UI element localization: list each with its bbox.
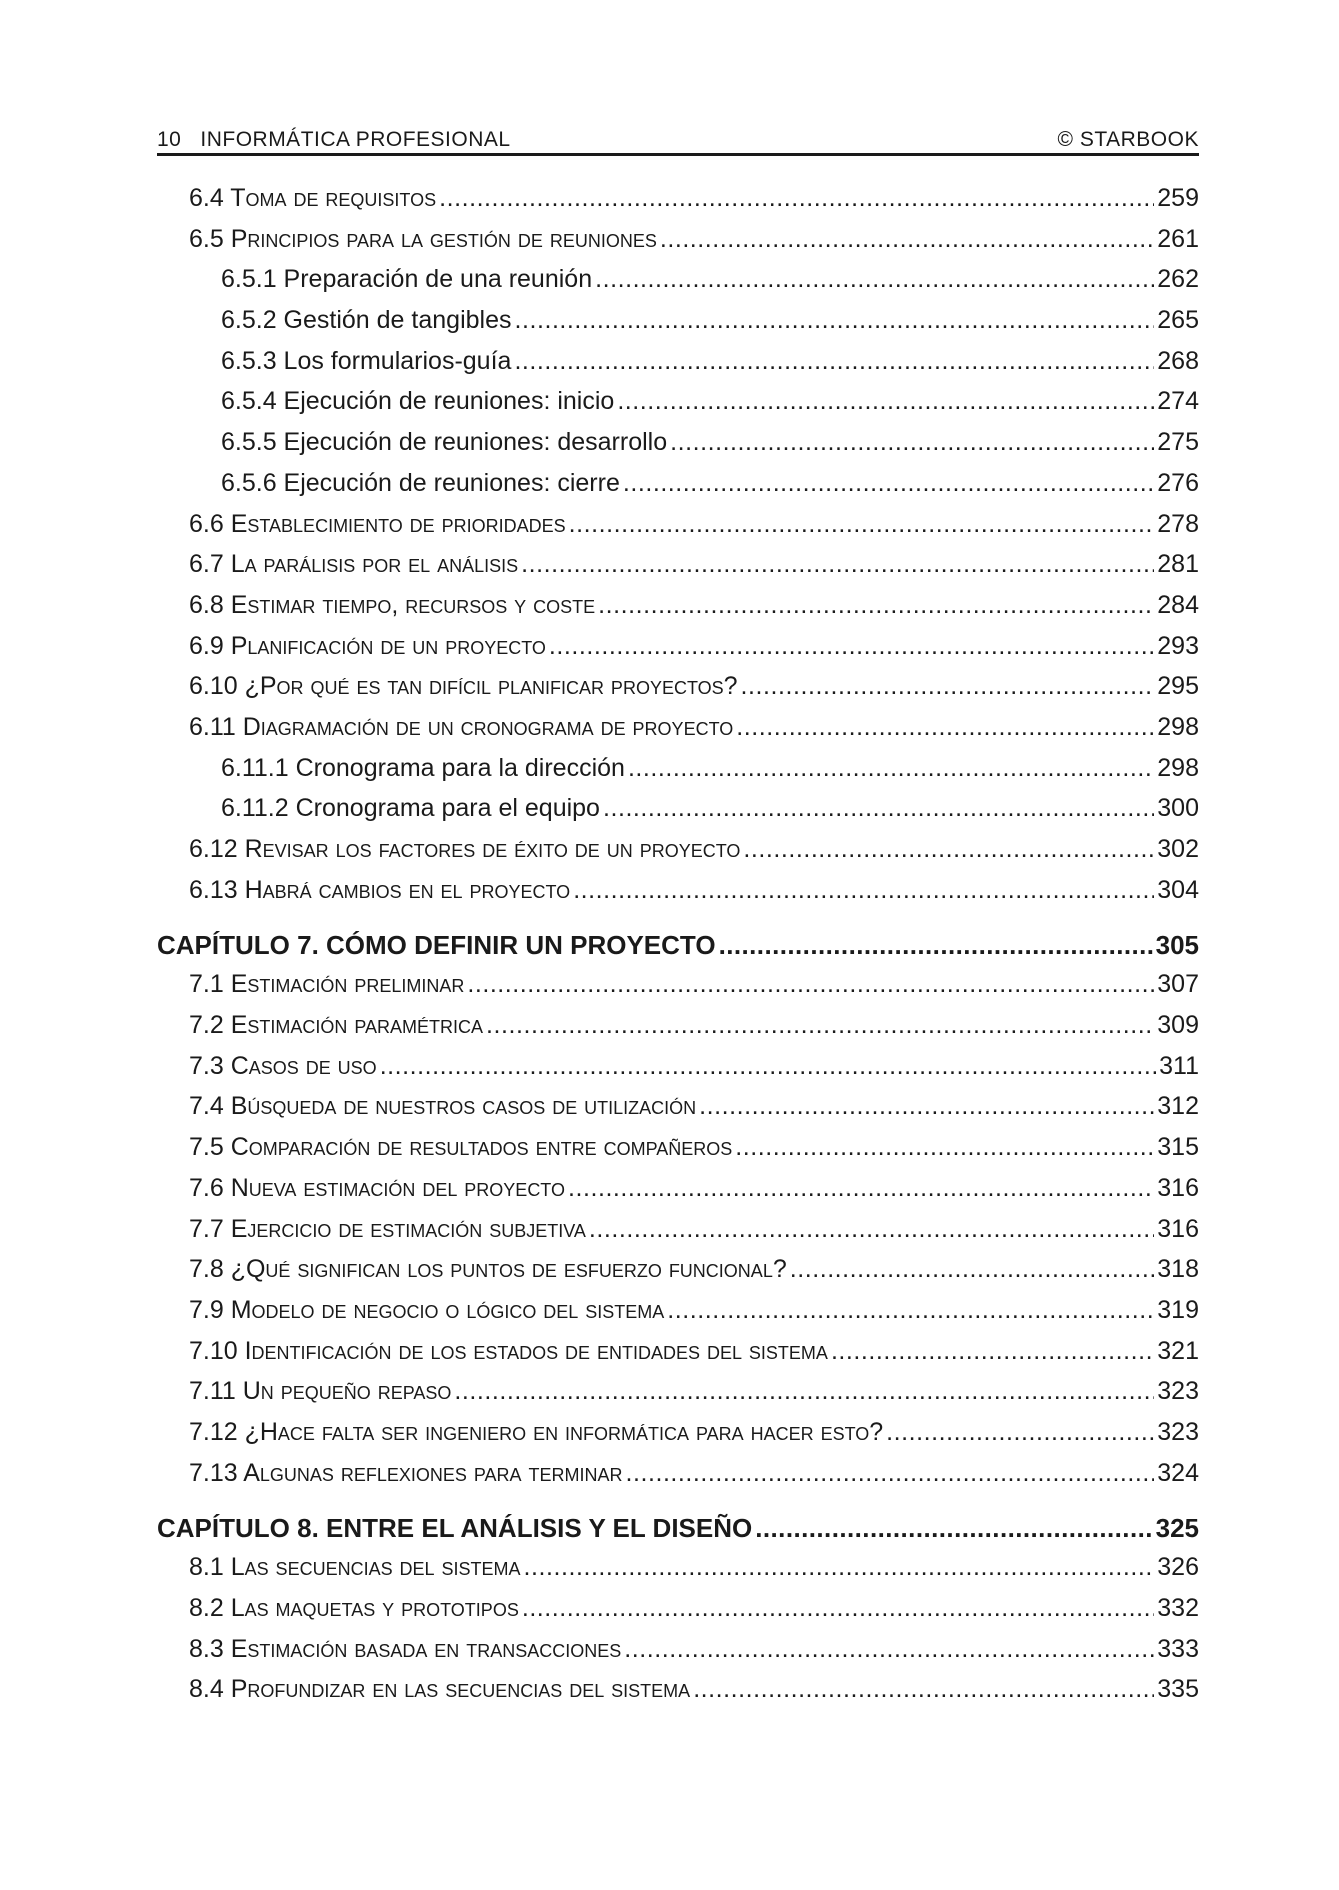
toc-entry [157, 666, 1199, 707]
toc-page-number: 324 [1157, 1458, 1199, 1487]
running-header [157, 118, 1199, 152]
toc-entry [157, 1046, 1199, 1087]
toc-leader-dots [623, 463, 1154, 504]
toc-entry-title: 6.5.1 Preparación de una reunión [221, 265, 593, 294]
toc-entry [157, 829, 1199, 870]
toc-page-number: 323 [1157, 1417, 1199, 1446]
toc-page-number: 268 [1157, 346, 1199, 375]
toc-leader-dots [454, 1371, 1154, 1412]
toc-page-number: 274 [1157, 387, 1199, 416]
toc-entry-title: 7.1 Estimación preliminar [189, 970, 465, 999]
toc-entry-title: 7.2 Estimación paramétrica [189, 1011, 484, 1040]
toc-page-number: 315 [1157, 1133, 1199, 1162]
toc-page-number: 259 [1157, 184, 1199, 212]
toc-entry [157, 1127, 1199, 1168]
toc-page-number: 295 [1157, 672, 1199, 701]
toc-entry-title: 6.7 La parálisis por el análisis [189, 550, 519, 579]
toc-entry-title: 8.4 Profundizar en las secuencias del sistema [189, 1675, 691, 1704]
header-page-and-title: 10 INFORMÁTICA PROFESIONAL [157, 128, 511, 151]
toc-entry-title: 6.6 Establecimiento de prioridades [189, 509, 566, 538]
toc-leader-dots [439, 178, 1154, 219]
toc-entry [157, 463, 1199, 504]
toc-entry [157, 259, 1199, 300]
toc-page-number: 261 [1157, 224, 1199, 253]
toc-leader-dots [524, 1547, 1155, 1588]
toc-entry-title: 7.4 Búsqueda de nuestros casos de utilización [189, 1092, 697, 1121]
toc-leader-dots [735, 1127, 1154, 1168]
toc-leader-dots [790, 1249, 1155, 1290]
toc-leader-dots [624, 1629, 1154, 1670]
toc-leader-dots [755, 1509, 1152, 1547]
toc-leader-dots [380, 1046, 1156, 1087]
toc-entry-title: 7.9 Modelo de negocio o lógico del sistema [189, 1295, 665, 1324]
toc-entry [157, 1209, 1199, 1250]
toc-leader-dots [660, 219, 1154, 260]
toc-page-number: 298 [1157, 712, 1199, 741]
toc-page-number: 284 [1157, 590, 1199, 619]
toc-entry-title: 7.13 Algunas reflexiones para terminar [189, 1458, 623, 1487]
toc-leader-dots [670, 422, 1154, 463]
toc-entry-title: 6.8 Estimar tiempo, recursos y coste [189, 590, 596, 619]
toc-entry [157, 1547, 1199, 1588]
toc-leader-dots [667, 1290, 1154, 1331]
toc-entry [157, 1629, 1199, 1670]
toc-leader-dots [603, 788, 1154, 829]
toc-entry [157, 1453, 1199, 1494]
toc-leader-dots [569, 504, 1155, 545]
toc-entry-title: 7.6 Nueva estimación del proyecto [189, 1173, 565, 1202]
toc-entry [157, 341, 1199, 382]
toc-entry [157, 748, 1199, 789]
header-rule [157, 153, 1199, 156]
toc-entry-title: 6.10 ¿Por qué es tan difícil planificar proyectos? [189, 672, 738, 701]
toc-leader-dots [736, 707, 1154, 748]
toc-entry-title: 7.11 Un pequeño repaso [189, 1377, 452, 1406]
header-publisher: © STARBOOK [1057, 128, 1199, 151]
toc-page-number: 332 [1157, 1594, 1199, 1622]
toc-entry-title: 6.5.4 Ejecución de reuniones: inicio [221, 387, 615, 416]
toc-page-number: 319 [1157, 1295, 1199, 1324]
toc-chapter-entry [157, 926, 1199, 964]
toc-entry-title: 7.12 ¿Hace falta ser ingeniero en informática para hacer esto? [189, 1417, 884, 1446]
toc-leader-dots [625, 1453, 1154, 1494]
toc-entry-title: 7.3 Casos de uso [189, 1051, 377, 1080]
toc-leader-dots [598, 585, 1154, 626]
toc-leader-dots [568, 1168, 1154, 1209]
toc-page-number: 323 [1157, 1377, 1199, 1406]
toc-entry-title: 8.1 Las secuencias del sistema [189, 1553, 521, 1582]
toc-entry-title: 6.4 Toma de requisitos [189, 184, 437, 212]
toc-entry [157, 1005, 1199, 1046]
toc-page-number: 275 [1157, 428, 1199, 457]
toc-entry [157, 585, 1199, 626]
toc-page-number: 262 [1157, 265, 1199, 294]
toc-page-number: 333 [1157, 1634, 1199, 1663]
toc-entry-title: 7.5 Comparación de resultados entre compañeros [189, 1133, 733, 1162]
toc-entry [157, 870, 1199, 911]
toc-entry-title: 7.8 ¿Qué significan los puntos de esfuerzo funcional? [189, 1255, 787, 1284]
toc-page-number: 312 [1157, 1092, 1199, 1121]
toc-page-number: 335 [1157, 1675, 1199, 1704]
toc-entry-title: CAPÍTULO 7. CÓMO DEFINIR UN PROYECTO [157, 930, 716, 961]
toc-leader-dots [467, 964, 1154, 1005]
toc-entry [157, 788, 1199, 829]
toc-page-number: 278 [1157, 509, 1199, 538]
toc-chapter-entry [157, 1509, 1199, 1547]
toc-page-number: 265 [1157, 306, 1199, 335]
toc-leader-dots [886, 1412, 1154, 1453]
toc-entry [157, 381, 1199, 422]
toc-page-number: 311 [1159, 1051, 1199, 1080]
toc-entry [157, 504, 1199, 545]
toc-entry-title: 6.5.5 Ejecución de reuniones: desarrollo [221, 428, 668, 457]
toc-leader-dots [514, 341, 1154, 382]
toc-entry-title: 6.5.3 Los formularios-guía [221, 346, 512, 375]
toc-entry-title: 7.10 Identificación de los estados de entidades del sistema [189, 1336, 828, 1365]
toc-entry-title: 8.2 Las maquetas y prototipos [189, 1594, 519, 1622]
toc-leader-dots [741, 666, 1155, 707]
toc-entry-title: 6.11.1 Cronograma para la dirección [221, 753, 625, 782]
toc-entry [157, 1168, 1199, 1209]
toc-entry [157, 1669, 1199, 1710]
toc-entry [157, 1371, 1199, 1412]
toc-page-number: 316 [1157, 1173, 1199, 1202]
toc-entry [157, 300, 1199, 341]
toc-page-number: 325 [1155, 1513, 1199, 1544]
toc-entry [157, 178, 1199, 219]
toc-leader-dots [743, 829, 1154, 870]
toc-leader-dots [628, 748, 1154, 789]
toc-page-number: 307 [1157, 970, 1199, 999]
toc-leader-dots [693, 1669, 1154, 1710]
toc-entry-title: 7.7 Ejercicio de estimación subjetiva [189, 1214, 586, 1243]
toc-entry [157, 1588, 1199, 1629]
toc-leader-dots [595, 259, 1154, 300]
toc-page-number: 298 [1157, 753, 1199, 782]
toc-page-number: 309 [1157, 1011, 1199, 1040]
table-of-contents [157, 178, 1199, 1710]
toc-entry [157, 422, 1199, 463]
toc-leader-dots [719, 926, 1153, 964]
toc-page-number: 304 [1157, 875, 1199, 904]
toc-page-number: 321 [1157, 1336, 1199, 1365]
toc-entry [157, 544, 1199, 585]
toc-entry-title: 6.11.2 Cronograma para el equipo [221, 794, 600, 823]
toc-leader-dots [522, 1588, 1154, 1629]
toc-entry-title: CAPÍTULO 8. ENTRE EL ANÁLISIS Y EL DISEÑO [157, 1513, 753, 1544]
toc-leader-dots [549, 626, 1154, 667]
toc-page-number: 302 [1157, 835, 1199, 863]
toc-entry-title: 8.3 Estimación basada en transacciones [189, 1634, 622, 1663]
toc-entry-title: 6.11 Diagramación de un cronograma de proyecto [189, 712, 734, 741]
toc-leader-dots [831, 1331, 1154, 1372]
toc-entry-title: 6.5.6 Ejecución de reuniones: cierre [221, 468, 620, 497]
toc-leader-dots [486, 1005, 1154, 1046]
toc-entry-title: 6.5 Principios para la gestión de reuniones [189, 224, 657, 253]
toc-entry [157, 219, 1199, 260]
toc-entry-title: 6.13 Habrá cambios en el proyecto [189, 875, 571, 904]
toc-leader-dots [589, 1209, 1154, 1250]
toc-entry [157, 1249, 1199, 1290]
toc-page-number: 305 [1155, 930, 1199, 961]
toc-page-number: 326 [1157, 1553, 1199, 1582]
toc-entry [157, 707, 1199, 748]
toc-entry [157, 1290, 1199, 1331]
toc-entry [157, 626, 1199, 667]
toc-leader-dots [521, 544, 1154, 585]
toc-entry [157, 1086, 1199, 1127]
toc-entry [157, 1331, 1199, 1372]
toc-leader-dots [617, 381, 1154, 422]
toc-page-number: 316 [1157, 1214, 1199, 1243]
toc-entry-title: 6.9 Planificación de un proyecto [189, 631, 546, 660]
toc-entry [157, 1412, 1199, 1453]
toc-page-number: 293 [1157, 631, 1199, 660]
toc-leader-dots [699, 1086, 1154, 1127]
toc-page-number: 300 [1157, 794, 1199, 823]
toc-page-number: 318 [1157, 1255, 1199, 1284]
toc-page-number: 281 [1157, 550, 1199, 579]
toc-leader-dots [573, 870, 1154, 911]
toc-entry-title: 6.12 Revisar los factores de éxito de un proyecto [189, 835, 741, 863]
toc-entry [157, 964, 1199, 1005]
toc-page-number: 276 [1157, 468, 1199, 497]
toc-entry-title: 6.5.2 Gestión de tangibles [221, 306, 512, 335]
toc-leader-dots [514, 300, 1154, 341]
